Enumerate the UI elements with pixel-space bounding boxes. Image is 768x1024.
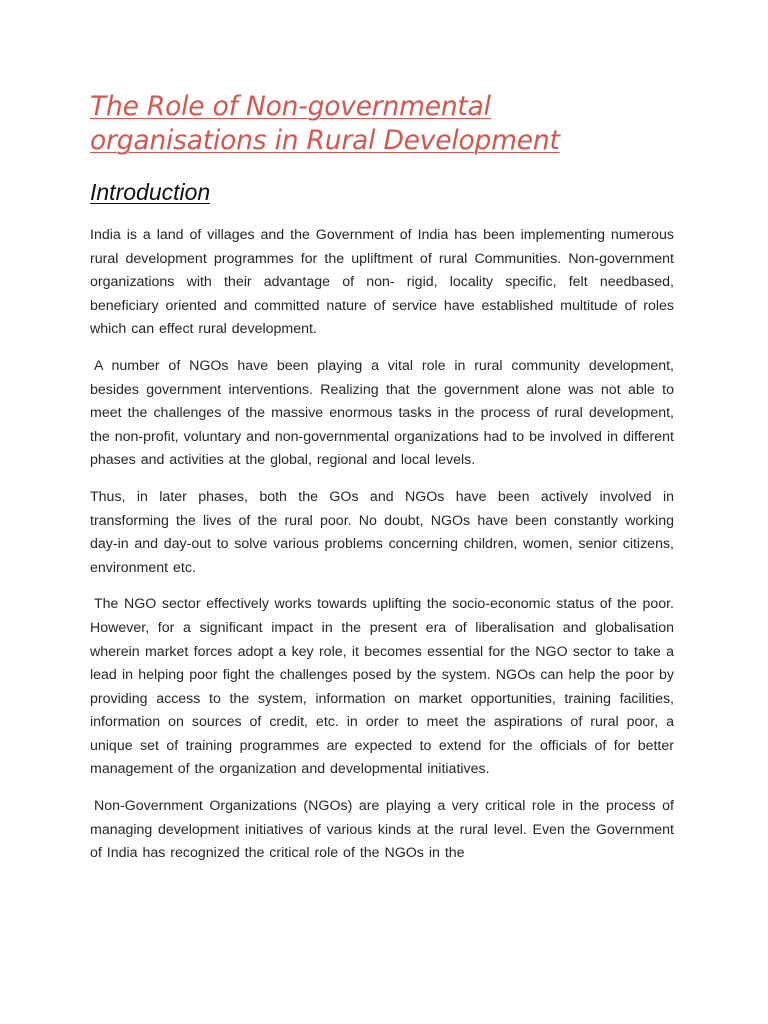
paragraph-4: The NGO sector effectively works towards uplifting the socio-economic status of the poor. However, for a significant impact in the present era of liberalisation and globalisation wherein market forces adopt a key role, it becomes essential for the NGO sector to take a lead in helping poor fight the challenges posed by the system. NGOs can help the poor by providing access to the system, information on market opportunities, training facilities, information on sources of credit, etc. in order to meet the aspirations of rural poor, a unique set of training programmes are expected to extend for the officials of for better management of the organization and developmental initiatives. [90, 596, 674, 778]
section-heading: Introduction [90, 179, 211, 205]
paragraph-1: India is a land of villages and the Government of India has been implementing numerous rural development programmes for the upliftment of rural Communities. Non-government organizations with their advantage of non- rigid, locality specific, felt needbased, beneficiary oriented and committed nature of service have established multitude of roles which can effect rural development. [90, 227, 674, 338]
document-title: The Role of Non-governmental organisations in Rural Development [90, 91, 560, 156]
paragraph-5: Non-Government Organizations (NGOs) are playing a very critical role in the process of managing development initiatives of various kinds at the rural level. Even the Government of India has recognized the critical role of the NGOs in the [90, 798, 674, 862]
paragraph-3: Thus, in later phases, both the GOs and NGOs have been actively involved in transforming the lives of the rural poor. No doubt, NGOs have been constantly working day-in and day-out to solve various problems concerning children, women, senior citizens, environment etc. [90, 488, 674, 576]
document-content [90, 90, 674, 879]
paragraph-2: A number of NGOs have been playing a vital role in rural community development, besides government interventions. Realizing that the government alone was not able to meet the challenges of the massive enormous tasks in the process of rural development, the non-profit, voluntary and non-governmental organizations had to be involved in different phases and activities at the global, regional and local levels. [90, 357, 674, 469]
body-text [90, 224, 674, 866]
